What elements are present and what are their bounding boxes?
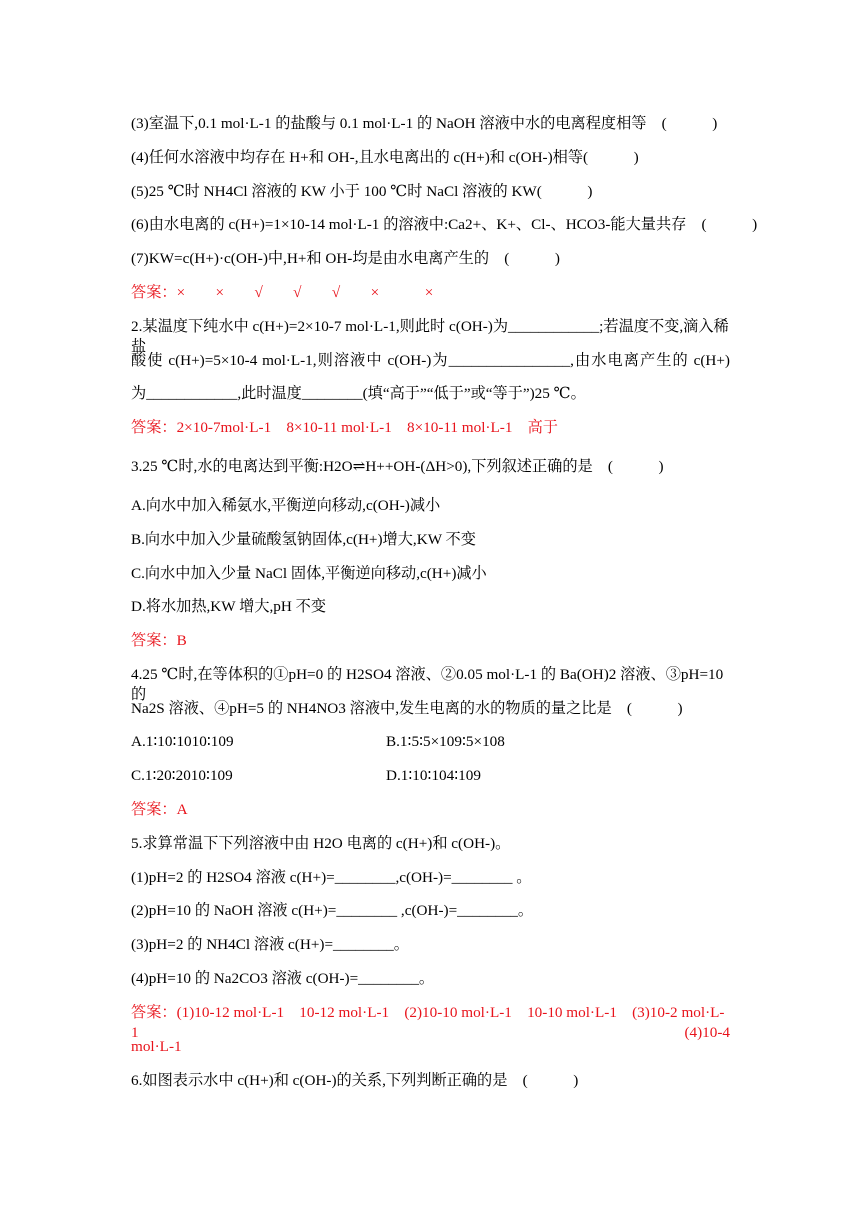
- line-q5: 5.求算常温下下列溶液中由 H2O 电离的 c(H+)和 c(OH-)。: [131, 835, 511, 852]
- option-q3-a: A.向水中加入稀氨水,平衡逆向移动,c(OH-)减小: [131, 497, 441, 514]
- answer-q5-a: 答案：(1)10-12 mol·L-1 10-12 mol·L-1 (2)10-10 mol·L-1 10-10 mol·L-1 (3)10-2 mol·L-1 (4)10-4: [131, 1004, 730, 1041]
- line-q1-6: (6)由水电离的 c(H+)=1×10-14 mol·L-1 的溶液中:Ca2+、K+、Cl-、HCO3-能大量共存 ( ): [131, 216, 758, 233]
- answer-q3: 答案：B: [131, 632, 187, 649]
- line-q3: 3.25 ℃时,水的电离达到平衡:H2O⇌H++OH-(ΔH>0),下列叙述正确的是 ( ): [131, 458, 664, 475]
- line-q2-a: 2.某温度下纯水中 c(H+)=2×10-7 mol·L-1,则此时 c(OH-)为____________;若温度不变,滴入稀盐: [131, 318, 729, 355]
- line-q1-5: (5)25 ℃时 NH4Cl 溶液的 KW 小于 100 ℃时 NaCl 溶液的 KW( ): [131, 183, 593, 200]
- line-q1-4: (4)任何水溶液中均存在 H+和 OH-,且水电离出的 c(H+)和 c(OH-)相等( ): [131, 149, 639, 166]
- answer-q1: 答案：× × √ √ √ × ×: [131, 284, 434, 301]
- answer-q4: 答案：A: [131, 801, 188, 818]
- line-q5-1: (1)pH=2 的 H2SO4 溶液 c(H+)=________,c(OH-)=________ 。: [131, 869, 532, 886]
- answer-q5-b: mol·L-1: [131, 1038, 182, 1055]
- line-q5-3: (3)pH=2 的 NH4Cl 溶液 c(H+)=________。: [131, 936, 409, 953]
- option-q3-d: D.将水加热,KW 增大,pH 不变: [131, 598, 327, 615]
- option-q4-a: A.1∶10∶1010∶109: [131, 733, 234, 750]
- line-q4-b: Na2S 溶液、④pH=5 的 NH4NO3 溶液中,发生电离的水的物质的量之比是 ( ): [131, 700, 683, 717]
- line-q4-a: 4.25 ℃时,在等体积的①pH=0 的 H2SO4 溶液、②0.05 mol·L-1 的 Ba(OH)2 溶液、③pH=10 的: [131, 666, 724, 703]
- option-q3-c: C.向水中加入少量 NaCl 固体,平衡逆向移动,c(H+)减小: [131, 565, 487, 582]
- line-q2-b: 酸使 c(H+)=5×10-4 mol·L-1,则溶液中 c(OH-)为________________,由水电离产生的 c(H+): [131, 352, 730, 369]
- line-q6: 6.如图表示水中 c(H+)和 c(OH-)的关系,下列判断正确的是 ( ): [131, 1072, 579, 1089]
- option-q4-b: B.1∶5∶5×109∶5×108: [386, 733, 505, 750]
- answer-q2: 答案：2×10-7mol·L-1 8×10-11 mol·L-1 8×10-11 mol·L-1 高于: [131, 419, 558, 436]
- option-q3-b: B.向水中加入少量硫酸氢钠固体,c(H+)增大,KW 不变: [131, 531, 476, 548]
- line-q1-7: (7)KW=c(H+)·c(OH-)中,H+和 OH-均是由水电离产生的 ( ): [131, 250, 560, 267]
- line-q5-2: (2)pH=10 的 NaOH 溶液 c(H+)=________ ,c(OH-)=________。: [131, 902, 534, 919]
- option-q4-c: C.1∶20∶2010∶109: [131, 767, 233, 784]
- line-q5-4: (4)pH=10 的 Na2CO3 溶液 c(OH-)=________。: [131, 970, 435, 987]
- option-q4-d: D.1∶10∶104∶109: [386, 767, 481, 784]
- line-q2-c: 为____________,此时温度________(填“高于”“低于”或“等于”)25 ℃。: [131, 385, 586, 402]
- line-q1-3: (3)室温下,0.1 mol·L-1 的盐酸与 0.1 mol·L-1 的 NaOH 溶液中水的电离程度相等 ( ): [131, 115, 718, 132]
